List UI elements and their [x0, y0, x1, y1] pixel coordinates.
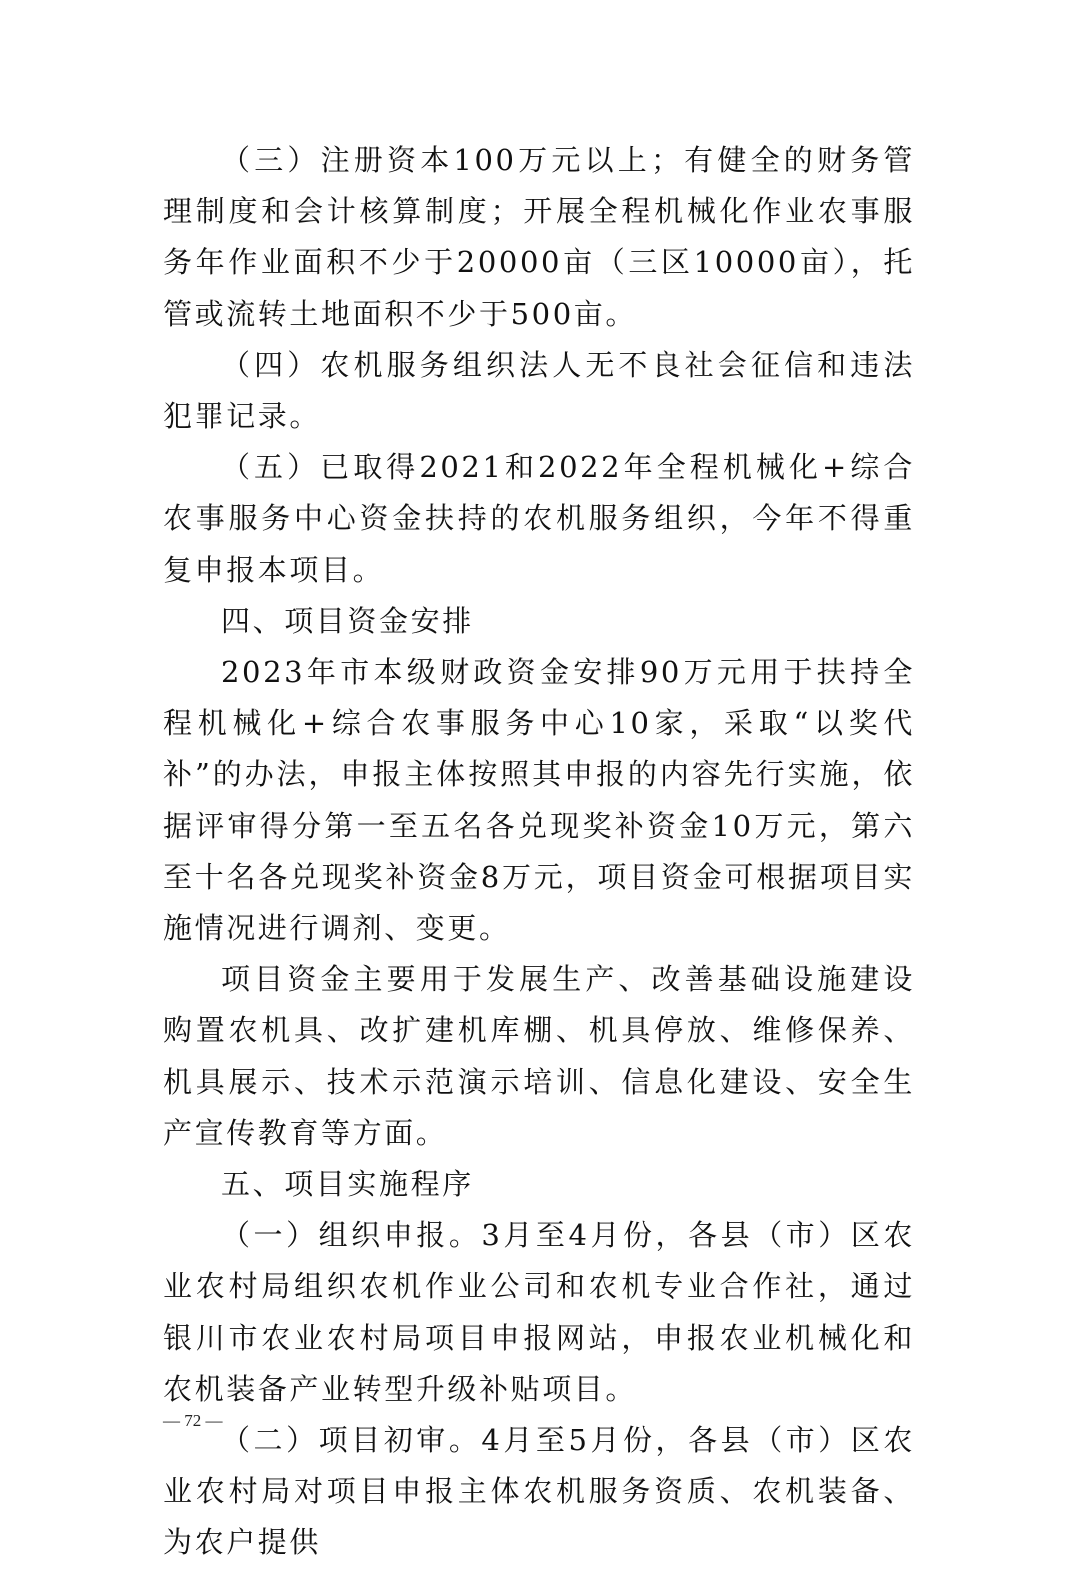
paragraph-step-1 [163, 1210, 915, 1415]
page-number: — 72 — [163, 1411, 223, 1430]
step-1-title: （一）组织申报。 [221, 1218, 482, 1253]
paragraph-funding-arrangement: 2023年市本级财政资金安排90万元用于扶持全程机械化+综合农事服务中心10家，采取“以奖代补”的办法，申报主体按照其申报的内容先行实施，依据评审得分第一至五名各兑现奖补资金10万元，第六至十名各兑现奖补资金8万元，项目资金可根据项目实施情况进行调剂、变更。 [163, 655, 915, 946]
section-heading-procedure: 五、项目实施程序 [221, 1167, 474, 1202]
paragraph-condition-5: （五）已取得2021和2022年全程机械化+综合农事服务中心资金扶持的农机服务组织，今年不得重复申报本项目。 [163, 450, 915, 587]
step-2-text: 4月至5月份，各县（市）区农业农村局对项目申报主体农机服务资质、农机装备、为农户提供 [163, 1423, 915, 1560]
step-2-title: （二）项目初审。 [221, 1423, 482, 1458]
section-heading-funding: 四、项目资金安排 [221, 603, 474, 638]
paragraph-condition-4: （四）农机服务组织法人无不良社会征信和违法犯罪记录。 [163, 347, 915, 434]
document-body [163, 135, 915, 1569]
paragraph-condition-3: （三）注册资本100万元以上；有健全的财务管理制度和会计核算制度；开展全程机械化作业农事服务年作业面积不少于20000亩（三区10000亩），托管或流转土地面积不少于500亩。 [163, 143, 915, 331]
paragraph-funding-usage: 项目资金主要用于发展生产、改善基础设施建设购置农机具、改扩建机库棚、机具停放、维修保养、机具展示、技术示范演示培训、信息化建设、安全生产宣传教育等方面。 [163, 962, 915, 1150]
paragraph-step-2 [163, 1415, 915, 1569]
step-1-text: 3月至4月份，各县（市）区农业农村局组织农机作业公司和农机专业合作社，通过银川市农业农村局项目申报网站，申报农业机械化和农机装备产业转型升级补贴项目。 [163, 1218, 915, 1406]
